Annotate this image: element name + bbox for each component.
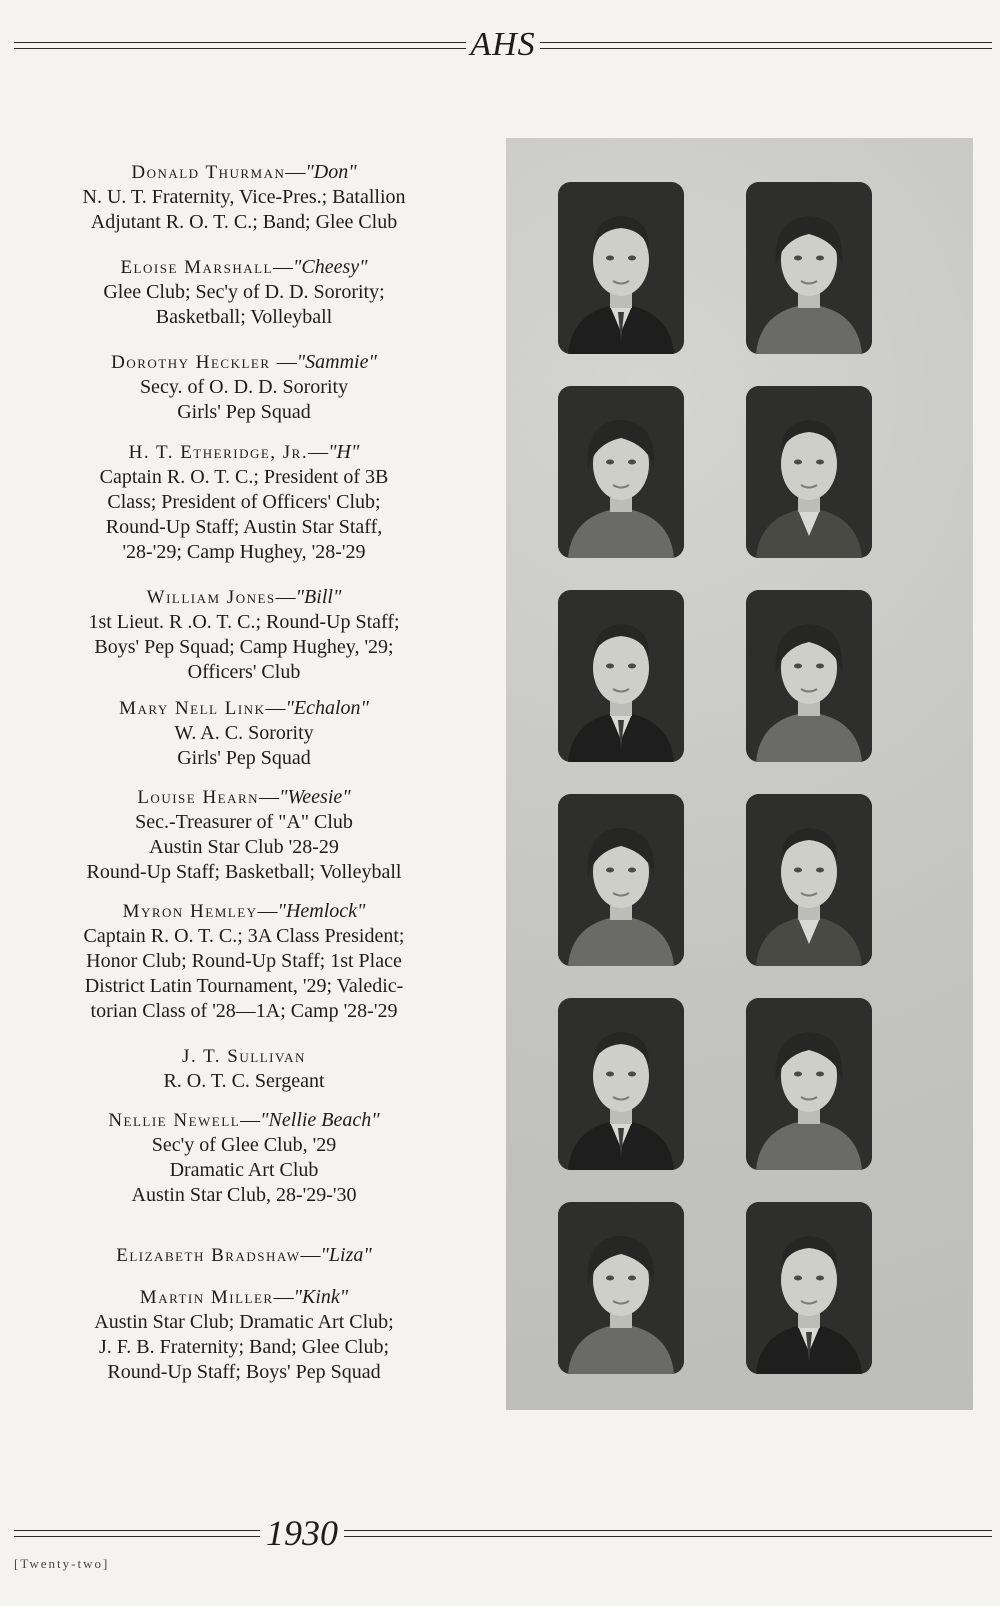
student-nickname: "Cheesy" (292, 256, 368, 278)
portrait-photo (746, 794, 872, 966)
entry: Donald Thurman—"Don" N. U. T. Fraternity, Vice-Pres.; Batallion Adjutant R. O. T. C.; Band; Glee Club (30, 160, 458, 235)
portrait-photo (746, 386, 872, 558)
entry-line: 1st Lieut. R .O. T. C.; Round-Up Staff; (88, 611, 400, 633)
portrait-photo (558, 998, 684, 1170)
entry-line: Round-Up Staff; Boys' Pep Squad (107, 1361, 381, 1383)
entry-line: Girls' Pep Squad (177, 401, 311, 423)
student-nickname: "Nellie Beach" (260, 1109, 380, 1131)
portrait-photo (558, 590, 684, 762)
entry: Louise Hearn—"Weesie" Sec.-Treasurer of "A" Club Austin Star Club '28-29 Round-Up Staff; Basketball; Volleyball (30, 785, 458, 885)
entry: Elizabeth Bradshaw—"Liza" (116, 1244, 372, 1266)
entry-line: Round-Up Staff; Austin Star Staff, (105, 516, 383, 538)
page-number: [Twenty-two] (14, 1556, 110, 1571)
student-name: Dorothy Heckler (111, 352, 277, 373)
entry-line: N. U. T. Fraternity, Vice-Pres.; Batallion (82, 186, 406, 208)
entry-line: Austin Star Club; Dramatic Art Club; (94, 1311, 394, 1333)
entry-line: J. F. B. Fraternity; Band; Glee Club; (98, 1336, 390, 1358)
entry-line: Officers' Club (187, 661, 301, 683)
entry: William Jones—"Bill" 1st Lieut. R .O. T. C.; Round-Up Staff; Boys' Pep Squad; Camp Hughey, '29; Officers' Club (30, 585, 458, 685)
entry-line: Adjutant R. O. T. C.; Band; Glee Club (90, 211, 398, 233)
portrait-image (558, 998, 684, 1170)
portrait-image (746, 794, 872, 966)
entry-line: Austin Star Club, 28-'29-'30 (131, 1184, 357, 1206)
student-nickname: "Echalon" (285, 697, 369, 719)
portrait-image (746, 386, 872, 558)
entry-line: W. A. C. Sorority (174, 722, 314, 744)
entry-line: torian Class of '28—1A; Camp '28-'29 (90, 1000, 398, 1022)
entry-line: Glee Club; Sec'y of D. D. Sorority; (103, 281, 385, 303)
entry-line: Round-Up Staff; Basketball; Volleyball (86, 861, 402, 883)
entry-line: District Latin Tournament, '29; Valedic- (84, 975, 404, 997)
student-name: William Jones (146, 587, 276, 608)
entry-line: Girls' Pep Squad (177, 747, 311, 769)
year-label: 1930 (266, 1513, 338, 1553)
entry-line: Boys' Pep Squad; Camp Hughey, '29; (94, 636, 394, 658)
student-nickname: "Hemlock" (277, 900, 366, 922)
student-name: Eloise Marshall (120, 257, 273, 278)
entry: Myron Hemley—"Hemlock" Captain R. O. T. C.; 3A Class President; Honor Club; Round-Up Staff; 1st Place District Latin Tournament, '29; Valedic- torian Class of '28—1A; Camp '28-'29 (30, 899, 458, 1024)
entry-line: Captain R. O. T. C.; 3A Class President; (83, 925, 405, 947)
entry-line: Class; President of Officers' Club; (107, 491, 381, 513)
entry-line: Honor Club; Round-Up Staff; 1st Place (86, 950, 402, 972)
portrait-image (746, 998, 872, 1170)
student-entries (30, 160, 458, 1385)
entry-line: '28-'29; Camp Hughey, '28-'29 (122, 541, 366, 563)
student-name: Louise Hearn (137, 787, 260, 808)
header-rule-right (540, 42, 992, 49)
student-name: Elizabeth Bradshaw (116, 1245, 301, 1266)
entry (30, 1044, 458, 1094)
student-name: H. T. Etheridge, Jr. (128, 442, 309, 463)
entry-line: Secy. of O. D. D. Sorority (139, 376, 349, 398)
entry-line: R. O. T. C. Sergeant (163, 1070, 325, 1092)
portrait-photo (558, 386, 684, 558)
portrait-image (746, 182, 872, 354)
entry-line: Sec'y of Glee Club, '29 (151, 1134, 337, 1156)
entry: Mary Nell Link—"Echalon" W. A. C. Sorority Girls' Pep Squad (30, 696, 458, 771)
student-name: Nellie Newell (108, 1110, 241, 1131)
student-name: Donald Thurman (131, 162, 286, 183)
student-nickname: "Bill" (295, 586, 342, 608)
student-name: Martin Miller (139, 1287, 274, 1308)
page-title: AHS (470, 26, 536, 63)
student-name: Mary Nell Link (119, 698, 266, 719)
portrait-photo (746, 998, 872, 1170)
entry: H. T. Etheridge, Jr.—"H" Captain R. O. T. C.; President of 3B Class; President of Officers' Club; Round-Up Staff; Austin Star Staff, '28-'29; Camp Hughey, '28-'29 (30, 440, 458, 565)
student-name: J. T. Sullivan (182, 1046, 306, 1067)
portrait-image (746, 1202, 872, 1374)
portrait-photo (746, 1202, 872, 1374)
header (14, 26, 992, 63)
entry: Martin Miller—"Kink" Austin Star Club; Dramatic Art Club; J. F. B. Fraternity; Band; Glee Club; Round-Up Staff; Boys' Pep Squad (30, 1285, 458, 1385)
entry: Eloise Marshall—"Cheesy" Glee Club; Sec'y of D. D. Sorority; Basketball; Volleyball (30, 255, 458, 330)
student-name: Myron Hemley (122, 901, 258, 922)
student-nickname: "H" (328, 441, 360, 463)
entry-line: Basketball; Volleyball (155, 306, 333, 328)
portrait-photo (746, 590, 872, 762)
entry-line: Captain R. O. T. C.; President of 3B (99, 466, 389, 488)
portrait-photo (746, 182, 872, 354)
photo-panel (506, 138, 973, 1410)
portrait-photo (558, 794, 684, 966)
portrait-image (558, 182, 684, 354)
portrait-photo (558, 1202, 684, 1374)
portrait-image (558, 386, 684, 558)
entry-line: Austin Star Club '28-29 (149, 836, 339, 858)
student-nickname: "Don" (305, 161, 357, 183)
entry: Dorothy Heckler —"Sammie" Secy. of O. D. D. Sorority Girls' Pep Squad (30, 350, 458, 425)
portrait-image (558, 794, 684, 966)
portrait-image (746, 590, 872, 762)
entry-line: Sec.-Treasurer of "A" Club (135, 811, 353, 833)
footer-rule-left (14, 1530, 260, 1537)
student-nickname: "Liza" (320, 1244, 372, 1266)
student-nickname: "Weesie" (279, 786, 351, 808)
entry: Nellie Newell—"Nellie Beach" Sec'y of Glee Club, '29 Dramatic Art Club Austin Star Club, 28-'29-'30 (30, 1108, 458, 1208)
portrait-image (558, 1202, 684, 1374)
header-rule-left (14, 42, 466, 49)
student-nickname: "Sammie" (296, 351, 377, 373)
footer (14, 1513, 992, 1553)
portrait-photo (558, 182, 684, 354)
entry-line: Dramatic Art Club (169, 1159, 319, 1181)
student-nickname: "Kink" (293, 1286, 349, 1308)
footer-rule-right (344, 1530, 992, 1537)
portrait-image (558, 590, 684, 762)
